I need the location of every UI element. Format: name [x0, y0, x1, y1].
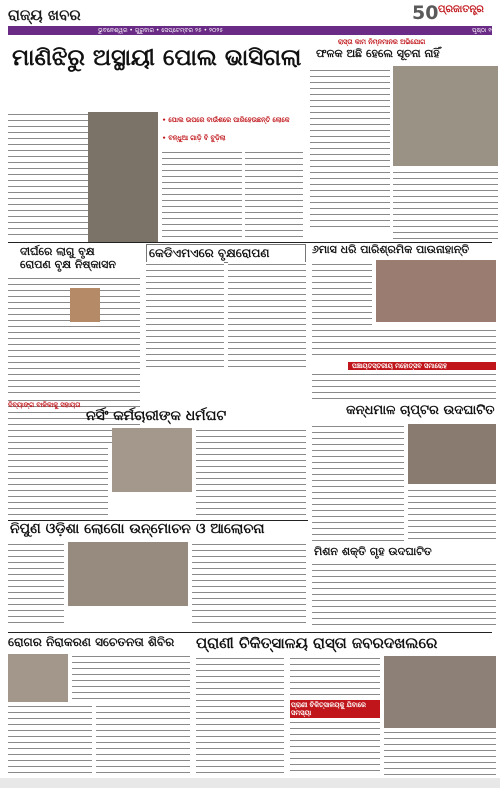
- story13-body-4: [384, 730, 496, 776]
- story1-subhead: • ପୋଲ ଉପରେ ବାଉଁଶରେ ପାରିହେଉଛନ୍ତି ଲୋକେ: [162, 116, 290, 124]
- story13-photo: [384, 656, 496, 728]
- story8-headline: କନ୍ଧମାଳ ଚାପ୍ଟର ଉଦଘାଟିତ: [346, 403, 495, 418]
- story4-headline: କେଡିଏମଏରେ ବୃକ୍ଷରୋପଣ: [146, 244, 306, 263]
- dateline: ଭୁବନେଶ୍ୱର • ଗୁରୁବାର • ସେପ୍ଟେମ୍ବର ୨୫ • ୨୦୨୫: [8, 26, 492, 35]
- story8-body-2: [408, 488, 496, 544]
- section-title: ରାଜ୍ୟ ଖବର: [8, 6, 81, 24]
- story5-body: [312, 262, 372, 326]
- story13-body: [196, 656, 284, 776]
- story13-subhead: ପ୍ରାଣୀ ଚିକିତ୍ସାଳୟକୁ ଯିବାରେ ସମସ୍ୟା: [290, 700, 380, 718]
- story4-body: [146, 262, 224, 370]
- story1-subhead-2: • ବନ୍ଧୁଆ ଗାଡ଼ି ବି ବୁଡ଼ିଲା: [162, 134, 226, 142]
- divider: [8, 632, 492, 633]
- story5-photo: [376, 260, 496, 322]
- story10-body: [8, 542, 64, 628]
- story7-body-2: [196, 428, 306, 518]
- story11-body: [312, 562, 496, 630]
- story10-headline: ନିପୁଣ ଓଡ଼ିଶା ଲୋଗୋ ଉନ୍ମୋଚନ ଓ ଆଲୋଚନା: [10, 521, 265, 537]
- story5-headline: ୬ମାସ ଧରି ପାରିଶ୍ରମିକ ପାଉନାହାନ୍ତି: [312, 243, 470, 256]
- story13-body-3: [290, 720, 380, 776]
- story5-body-2: [312, 328, 496, 360]
- story7-photo: [112, 428, 192, 492]
- story3-headline-2: ରୋପଣ ବୃକ୍ଷ ନିଷ୍କାସନ: [20, 258, 116, 271]
- story2-photo: [393, 66, 498, 166]
- story1-body: [8, 112, 88, 238]
- story13-body-2: [290, 656, 380, 698]
- story2-body-2: [393, 170, 498, 240]
- story8-body: [312, 424, 404, 544]
- story1-body-2: [162, 150, 242, 240]
- story1-headline: ମାଣିଝିରୁ ଅସ୍ଥାୟୀ ପୋଲ ଭାସିଗଲା: [12, 45, 302, 71]
- story7-body: [8, 428, 108, 518]
- anniversary-logo: 50: [412, 2, 439, 24]
- page-number: ପୃଷ୍ଠା ୧୩: [472, 27, 497, 34]
- story10-photo: [68, 542, 188, 606]
- story2-kicker: ରାସ୍ତା କାମ ନିମ୍ନମାନର ଅଭିଯୋଗ: [338, 38, 426, 46]
- story1-body-3: [245, 150, 303, 240]
- story12-photo: [8, 654, 68, 702]
- story2-body: [310, 68, 390, 228]
- story3-headline: ଦୀର୍ଘରେ ଲାଗୁ ବୃକ୍ଷ: [20, 245, 95, 258]
- footer-band: [0, 778, 500, 788]
- story9-kicker: ପଞ୍ଚାୟତସ୍ତରୀୟ ମହୋତ୍ସବ ସମାରୋହ: [348, 362, 496, 370]
- story3-photo: [70, 288, 100, 322]
- story11-headline: ମିଶନ ଶକ୍ତି ଗୃହ ଉଦଘାଟିତ: [314, 545, 432, 558]
- newspaper-logo: ପ୍ରଜାତନ୍ତ୍ର: [438, 4, 484, 15]
- story13-headline: ପ୍ରାଣୀ ଚିକିତ୍ସାଳୟ ରାସ୍ତା ଜବରଦଖଲରେ: [196, 634, 438, 652]
- story7-headline: ନର୍ସିଂ କର୍ମଚାରୀଙ୍କ ଧର୍ମଘଟ: [86, 408, 227, 424]
- story12-headline: ରୋଗର ନିରାକରଣ ସଚେତନତା ଶିବିର: [8, 635, 175, 649]
- story2-headline: ଫଳକ ଅଛି ହେଲେ ସୂଚନା ନାହିଁ: [316, 47, 440, 60]
- story12-body-3: [96, 704, 190, 776]
- story12-body: [8, 704, 92, 776]
- story10-body-2: [192, 542, 306, 628]
- story1-photo: [88, 112, 158, 242]
- story4-body-2: [228, 262, 306, 370]
- story12-body-2: [72, 654, 190, 702]
- story9-body: [312, 372, 496, 400]
- story6-kicker: ଦିବ୍ୟାଙ୍ଗ ବାଳିକାକୁ ସହାୟତା: [8, 401, 81, 409]
- story8-photo: [408, 424, 496, 484]
